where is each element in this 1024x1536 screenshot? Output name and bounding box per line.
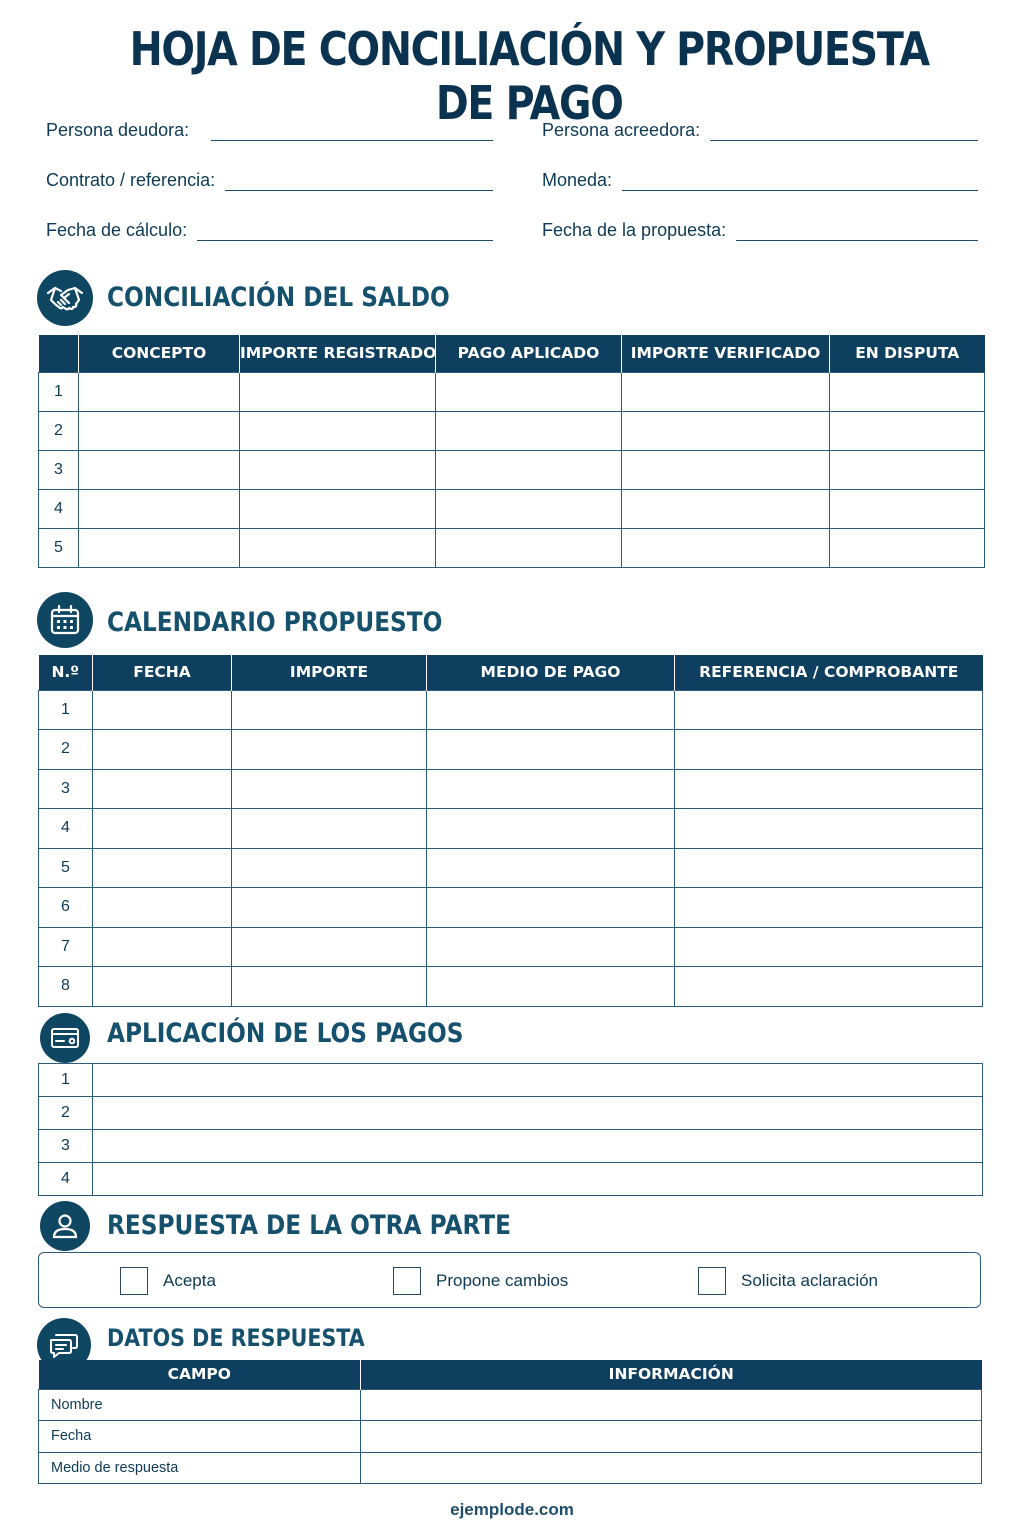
calendario-title: CALENDARIO PROPUESTO (107, 607, 443, 638)
page-title: HOJA DE CONCILIACIÓN Y PROPUESTA DE PAGO (129, 22, 929, 130)
row-number: 5 (39, 528, 79, 567)
row-number: 3 (39, 1130, 93, 1163)
table-row (39, 769, 983, 809)
table-row (39, 927, 983, 967)
row-number: 1 (39, 1064, 93, 1097)
table-row (39, 848, 983, 888)
table-row (39, 1130, 983, 1163)
conciliacion-header-row (39, 335, 985, 372)
table-row (39, 1163, 983, 1196)
table-cell[interactable] (436, 450, 622, 489)
row-number: 6 (39, 888, 93, 928)
contrato-field[interactable] (46, 170, 493, 191)
fecha-calculo-label: Fecha de cálculo: (46, 220, 188, 240)
table-cell[interactable] (93, 769, 232, 809)
table-cell[interactable] (93, 967, 232, 1007)
datos-header-row (39, 1360, 982, 1389)
header-numero: N.º (39, 655, 93, 690)
row-number: 2 (39, 730, 93, 770)
handshake-icon (37, 270, 93, 326)
table-cell[interactable] (240, 528, 436, 567)
table-cell[interactable] (675, 690, 983, 730)
calendar-icon (37, 592, 93, 648)
header-fecha: FECHA (93, 655, 232, 690)
header-medio-de-pago: MEDIO DE PAGO (427, 655, 675, 690)
row-number: 5 (39, 848, 93, 888)
table-cell[interactable] (436, 489, 622, 528)
table-row (39, 1452, 982, 1484)
aplicacion-title: APLICACIÓN DE LOS PAGOS (107, 1018, 464, 1049)
table-cell[interactable] (675, 888, 983, 928)
table-cell[interactable] (427, 967, 675, 1007)
table-cell[interactable] (830, 372, 985, 411)
row-number: 1 (39, 690, 93, 730)
header-en-disputa: EN DISPUTA (830, 335, 985, 372)
table-cell[interactable] (232, 927, 427, 967)
table-cell[interactable] (436, 372, 622, 411)
table-row (39, 450, 985, 489)
table-row (39, 967, 983, 1007)
table-cell[interactable] (830, 450, 985, 489)
table-cell[interactable] (93, 888, 232, 928)
datos-title: DATOS DE RESPUESTA (107, 1324, 365, 1352)
table-cell[interactable] (622, 450, 830, 489)
moneda-label: Moneda: (542, 170, 613, 190)
row-number: 1 (39, 372, 79, 411)
table-row (39, 1389, 982, 1421)
propone-cambios-label: Propone cambios (436, 1271, 569, 1290)
deudora-line[interactable] (211, 121, 493, 141)
table-cell[interactable] (93, 848, 232, 888)
table-cell[interactable] (232, 809, 427, 849)
table-cell[interactable] (93, 690, 232, 730)
table-row (39, 1421, 982, 1453)
header-cell-blank (39, 335, 79, 372)
fecha-propuesta-field[interactable] (542, 220, 978, 241)
row-number: 3 (39, 769, 93, 809)
aplicacion-table (38, 1063, 983, 1196)
conciliacion-table (38, 335, 985, 568)
table-row (39, 730, 983, 770)
header-referencia: REFERENCIA / COMPROBANTE (675, 655, 983, 690)
table-cell[interactable] (830, 489, 985, 528)
table-cell[interactable] (93, 809, 232, 849)
solicita-aclaracion-label: Solicita aclaración (741, 1271, 879, 1290)
table-cell[interactable] (830, 528, 985, 567)
fecha-calculo-line[interactable] (197, 221, 493, 241)
table-cell[interactable] (622, 528, 830, 567)
acepta-checkbox[interactable] (120, 1267, 148, 1295)
table-row (39, 372, 985, 411)
row-number: 4 (39, 809, 93, 849)
table-cell[interactable] (79, 450, 240, 489)
table-cell[interactable] (675, 730, 983, 770)
header-pago-aplicado: PAGO APLICADO (436, 335, 622, 372)
header-importe-verificado: IMPORTE VERIFICADO (622, 335, 830, 372)
table-cell[interactable] (675, 927, 983, 967)
header-informacion: INFORMACIÓN (361, 1360, 982, 1389)
user-icon (40, 1201, 90, 1251)
respuesta-options-box (38, 1252, 981, 1308)
table-cell[interactable] (93, 730, 232, 770)
table-row (39, 809, 983, 849)
table-cell[interactable] (240, 450, 436, 489)
table-cell[interactable] (79, 372, 240, 411)
calendario-table (38, 655, 983, 1007)
table-cell[interactable] (93, 1097, 983, 1130)
header-importe-registrado: IMPORTE REGISTRADO (240, 335, 436, 372)
table-cell[interactable] (361, 1389, 982, 1421)
fecha-propuesta-line[interactable] (736, 221, 978, 241)
datos-table (38, 1360, 982, 1484)
table-row (39, 1097, 983, 1130)
table-cell[interactable] (240, 411, 436, 450)
campo-fecha: Fecha (39, 1421, 361, 1453)
table-cell[interactable] (93, 1163, 983, 1196)
table-cell[interactable] (427, 848, 675, 888)
table-cell[interactable] (232, 848, 427, 888)
row-number: 3 (39, 450, 79, 489)
campo-medio-de-respuesta: Medio de respuesta (39, 1452, 361, 1484)
row-number: 2 (39, 1097, 93, 1130)
footer-site: ejemplode.com (450, 1500, 574, 1519)
table-cell[interactable] (93, 927, 232, 967)
table-row (39, 1064, 983, 1097)
row-number: 2 (39, 411, 79, 450)
table-cell[interactable] (93, 1064, 983, 1097)
table-cell[interactable] (675, 809, 983, 849)
fecha-calculo-field[interactable] (46, 220, 493, 241)
table-cell[interactable] (361, 1421, 982, 1453)
table-row (39, 411, 985, 450)
table-cell[interactable] (675, 848, 983, 888)
table-cell[interactable] (427, 809, 675, 849)
propone-cambios-checkbox[interactable] (393, 1267, 421, 1295)
row-number: 8 (39, 967, 93, 1007)
table-cell[interactable] (427, 927, 675, 967)
acreedora-field[interactable] (542, 120, 978, 141)
solicita-aclaracion-checkbox[interactable] (698, 1267, 726, 1295)
table-cell[interactable] (240, 489, 436, 528)
contrato-label: Contrato / referencia: (46, 170, 216, 190)
acreedora-line[interactable] (710, 121, 978, 141)
acreedora-label: Persona acreedora: (542, 120, 701, 140)
acepta-label: Acepta (163, 1271, 216, 1290)
deudora-field[interactable] (46, 120, 493, 141)
table-cell[interactable] (427, 769, 675, 809)
table-cell[interactable] (232, 967, 427, 1007)
table-cell[interactable] (436, 528, 622, 567)
table-cell[interactable] (622, 372, 830, 411)
table-cell[interactable] (232, 888, 427, 928)
campo-nombre: Nombre (39, 1389, 361, 1421)
row-number: 4 (39, 1163, 93, 1196)
option-propone-cambios[interactable] (393, 1267, 568, 1295)
conciliacion-title: CONCILIACIÓN DEL SALDO (107, 282, 450, 313)
row-number: 7 (39, 927, 93, 967)
table-row (39, 690, 983, 730)
option-acepta[interactable] (120, 1267, 216, 1295)
deudora-label: Persona deudora: (46, 120, 190, 140)
table-cell[interactable] (79, 411, 240, 450)
table-cell[interactable] (79, 489, 240, 528)
table-cell[interactable] (427, 730, 675, 770)
table-row (39, 888, 983, 928)
table-cell[interactable] (240, 372, 436, 411)
table-cell[interactable] (622, 411, 830, 450)
table-cell[interactable] (232, 769, 427, 809)
respuesta-title: RESPUESTA DE LA OTRA PARTE (107, 1210, 511, 1241)
table-cell[interactable] (675, 967, 983, 1007)
table-cell[interactable] (232, 730, 427, 770)
fecha-propuesta-label: Fecha de la propuesta: (542, 220, 727, 240)
option-solicita-aclaracion[interactable] (698, 1267, 878, 1295)
table-cell[interactable] (79, 528, 240, 567)
table-cell[interactable] (427, 888, 675, 928)
table-row (39, 528, 985, 567)
calendario-header-row (39, 655, 983, 690)
header-concepto: CONCEPTO (79, 335, 240, 372)
table-cell[interactable] (830, 411, 985, 450)
table-cell[interactable] (427, 690, 675, 730)
table-cell[interactable] (361, 1452, 982, 1484)
moneda-line[interactable] (622, 171, 978, 191)
header-campo: CAMPO (39, 1360, 361, 1389)
table-cell[interactable] (436, 411, 622, 450)
moneda-field[interactable] (542, 170, 978, 191)
payment-card-icon (40, 1013, 90, 1063)
table-cell[interactable] (675, 769, 983, 809)
table-row (39, 489, 985, 528)
header-importe: IMPORTE (232, 655, 427, 690)
table-cell[interactable] (622, 489, 830, 528)
table-cell[interactable] (232, 690, 427, 730)
contrato-line[interactable] (225, 171, 493, 191)
row-number: 4 (39, 489, 79, 528)
table-cell[interactable] (93, 1130, 983, 1163)
